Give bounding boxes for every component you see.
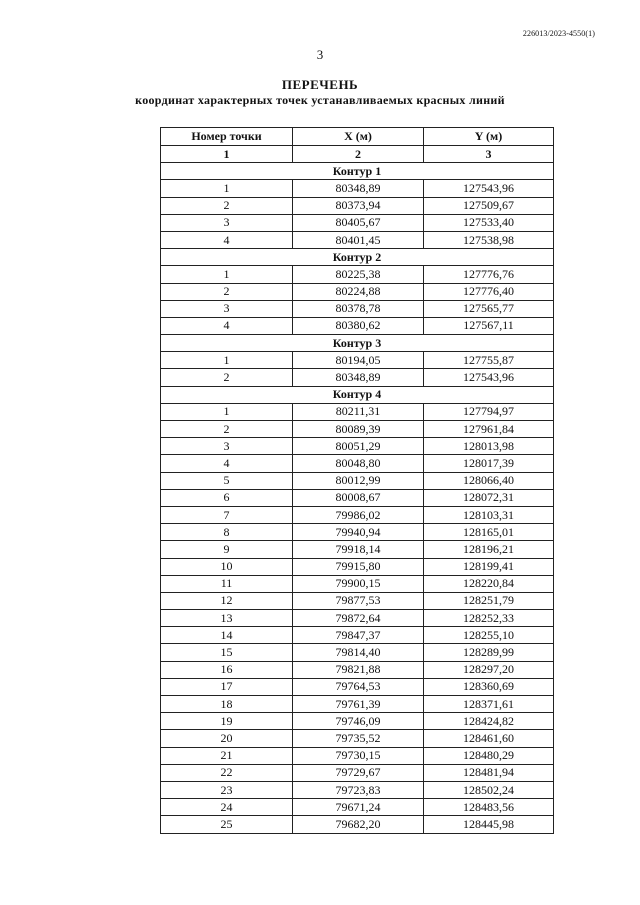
table-row [161, 506, 554, 523]
column-number: 2 [293, 146, 424, 163]
table-row [161, 214, 554, 231]
table-row [161, 197, 554, 214]
x-coordinate-cell: 79764,53 [293, 678, 424, 695]
y-coordinate-cell: 128289,99 [424, 644, 554, 661]
table-row [161, 558, 554, 575]
x-coordinate-cell: 79671,24 [293, 799, 424, 816]
table-row [161, 592, 554, 609]
y-coordinate-cell: 127538,98 [424, 231, 554, 248]
page-subtitle: координат характерных точек устанавливаемых красных линий [135, 93, 505, 107]
x-coordinate-cell: 79682,20 [293, 816, 424, 833]
y-coordinate-cell: 128103,31 [424, 506, 554, 523]
y-coordinate-cell: 128297,20 [424, 661, 554, 678]
y-coordinate-cell: 127565,77 [424, 300, 554, 317]
y-coordinate-cell: 128165,01 [424, 524, 554, 541]
x-coordinate-cell: 79900,15 [293, 575, 424, 592]
point-number-cell: 4 [161, 455, 293, 472]
contour-row [161, 163, 554, 180]
contour-row [161, 386, 554, 403]
x-coordinate-cell: 80380,62 [293, 317, 424, 334]
point-number-cell: 15 [161, 644, 293, 661]
table-row [161, 489, 554, 506]
x-coordinate-cell: 80348,89 [293, 180, 424, 197]
point-number-cell: 3 [161, 214, 293, 231]
contour-label: Контур 3 [161, 335, 554, 352]
y-coordinate-cell: 127776,76 [424, 266, 554, 283]
point-number-cell: 11 [161, 575, 293, 592]
table-row [161, 231, 554, 248]
y-coordinate-cell: 128255,10 [424, 627, 554, 644]
point-number-cell: 1 [161, 352, 293, 369]
x-coordinate-cell: 80378,78 [293, 300, 424, 317]
x-coordinate-cell: 80051,29 [293, 438, 424, 455]
point-number-cell: 4 [161, 317, 293, 334]
table-row [161, 747, 554, 764]
x-coordinate-cell: 79986,02 [293, 506, 424, 523]
x-coordinate-cell: 79729,67 [293, 764, 424, 781]
contour-label: Контур 1 [161, 163, 554, 180]
point-number-cell: 2 [161, 369, 293, 386]
table-row [161, 730, 554, 747]
y-coordinate-cell: 128483,56 [424, 799, 554, 816]
contour-row [161, 249, 554, 266]
point-number-cell: 2 [161, 421, 293, 438]
table-row [161, 266, 554, 283]
point-number-cell: 9 [161, 541, 293, 558]
table-row [161, 799, 554, 816]
point-number-cell: 1 [161, 266, 293, 283]
x-coordinate-cell: 79735,52 [293, 730, 424, 747]
table-row [161, 627, 554, 644]
y-coordinate-cell: 128013,98 [424, 438, 554, 455]
table-row [161, 764, 554, 781]
x-coordinate-cell: 80089,39 [293, 421, 424, 438]
y-coordinate-cell: 128196,21 [424, 541, 554, 558]
table-row [161, 283, 554, 300]
point-number-cell: 3 [161, 300, 293, 317]
x-coordinate-cell: 80224,88 [293, 283, 424, 300]
x-coordinate-cell: 80348,89 [293, 369, 424, 386]
x-coordinate-cell: 79761,39 [293, 696, 424, 713]
x-coordinate-cell: 79814,40 [293, 644, 424, 661]
y-coordinate-cell: 128445,98 [424, 816, 554, 833]
x-coordinate-cell: 80008,67 [293, 489, 424, 506]
point-number-cell: 19 [161, 713, 293, 730]
y-coordinate-cell: 127543,96 [424, 369, 554, 386]
x-coordinate-cell: 80225,38 [293, 266, 424, 283]
y-coordinate-cell: 127961,84 [424, 421, 554, 438]
table-row [161, 610, 554, 627]
table-row [161, 696, 554, 713]
y-coordinate-cell: 127794,97 [424, 403, 554, 420]
point-number-cell: 25 [161, 816, 293, 833]
point-number-cell: 14 [161, 627, 293, 644]
table-row [161, 403, 554, 420]
point-number-cell: 1 [161, 403, 293, 420]
y-coordinate-cell: 128251,79 [424, 592, 554, 609]
x-coordinate-cell: 80012,99 [293, 472, 424, 489]
point-number-cell: 24 [161, 799, 293, 816]
table-row [161, 300, 554, 317]
coordinates-table [160, 127, 554, 834]
x-coordinate-cell: 79940,94 [293, 524, 424, 541]
y-coordinate-cell: 128017,39 [424, 455, 554, 472]
y-coordinate-cell: 128072,31 [424, 489, 554, 506]
table-row [161, 541, 554, 558]
y-coordinate-cell: 127567,11 [424, 317, 554, 334]
x-coordinate-cell: 80048,80 [293, 455, 424, 472]
x-coordinate-cell: 79915,80 [293, 558, 424, 575]
column-number: 1 [161, 146, 293, 163]
page-number: 3 [316, 47, 324, 62]
x-coordinate-cell: 80405,67 [293, 214, 424, 231]
y-coordinate-cell: 128220,84 [424, 575, 554, 592]
table-row [161, 713, 554, 730]
document-id: 226013/2023-4550(1) [522, 29, 595, 38]
point-number-cell: 7 [161, 506, 293, 523]
point-number-cell: 13 [161, 610, 293, 627]
contour-label: Контур 2 [161, 249, 554, 266]
y-coordinate-cell: 128360,69 [424, 678, 554, 695]
point-number-cell: 5 [161, 472, 293, 489]
y-coordinate-cell: 128199,41 [424, 558, 554, 575]
header-point-number: Номер точки [161, 128, 293, 146]
column-number: 3 [424, 146, 554, 163]
table-row [161, 352, 554, 369]
point-number-cell: 20 [161, 730, 293, 747]
x-coordinate-cell: 80211,31 [293, 403, 424, 420]
x-coordinate-cell: 80194,05 [293, 352, 424, 369]
point-number-cell: 23 [161, 781, 293, 798]
contour-label: Контур 4 [161, 386, 554, 403]
table-row [161, 180, 554, 197]
y-coordinate-cell: 127776,40 [424, 283, 554, 300]
x-coordinate-cell: 79877,53 [293, 592, 424, 609]
y-coordinate-cell: 128481,94 [424, 764, 554, 781]
y-coordinate-cell: 127755,87 [424, 352, 554, 369]
column-number-row [161, 146, 554, 163]
point-number-cell: 18 [161, 696, 293, 713]
page-title: ПЕРЕЧЕНЬ [281, 77, 359, 92]
x-coordinate-cell: 79821,88 [293, 661, 424, 678]
point-number-cell: 16 [161, 661, 293, 678]
x-coordinate-cell: 80373,94 [293, 197, 424, 214]
y-coordinate-cell: 128424,82 [424, 713, 554, 730]
table-header-row [161, 128, 554, 146]
point-number-cell: 12 [161, 592, 293, 609]
y-coordinate-cell: 128066,40 [424, 472, 554, 489]
point-number-cell: 2 [161, 283, 293, 300]
x-coordinate-cell: 79872,64 [293, 610, 424, 627]
table-row [161, 644, 554, 661]
x-coordinate-cell: 79723,83 [293, 781, 424, 798]
y-coordinate-cell: 128252,33 [424, 610, 554, 627]
table-row [161, 816, 554, 833]
point-number-cell: 4 [161, 231, 293, 248]
y-coordinate-cell: 128480,29 [424, 747, 554, 764]
table-row [161, 438, 554, 455]
x-coordinate-cell: 79746,09 [293, 713, 424, 730]
y-coordinate-cell: 128461,60 [424, 730, 554, 747]
y-coordinate-cell: 128502,24 [424, 781, 554, 798]
table-row [161, 575, 554, 592]
x-coordinate-cell: 79730,15 [293, 747, 424, 764]
table-row [161, 369, 554, 386]
x-coordinate-cell: 79918,14 [293, 541, 424, 558]
header-y: Y (м) [424, 128, 554, 146]
point-number-cell: 21 [161, 747, 293, 764]
table-row [161, 472, 554, 489]
point-number-cell: 22 [161, 764, 293, 781]
table-row [161, 317, 554, 334]
point-number-cell: 2 [161, 197, 293, 214]
x-coordinate-cell: 79847,37 [293, 627, 424, 644]
table-row [161, 421, 554, 438]
contour-row [161, 335, 554, 352]
table-row [161, 455, 554, 472]
point-number-cell: 6 [161, 489, 293, 506]
table-body [161, 146, 554, 834]
point-number-cell: 8 [161, 524, 293, 541]
y-coordinate-cell: 127533,40 [424, 214, 554, 231]
point-number-cell: 3 [161, 438, 293, 455]
table-row [161, 661, 554, 678]
y-coordinate-cell: 127543,96 [424, 180, 554, 197]
table-row [161, 781, 554, 798]
y-coordinate-cell: 127509,67 [424, 197, 554, 214]
point-number-cell: 1 [161, 180, 293, 197]
table-row [161, 678, 554, 695]
table-row [161, 524, 554, 541]
x-coordinate-cell: 80401,45 [293, 231, 424, 248]
point-number-cell: 10 [161, 558, 293, 575]
header-x: X (м) [293, 128, 424, 146]
y-coordinate-cell: 128371,61 [424, 696, 554, 713]
point-number-cell: 17 [161, 678, 293, 695]
